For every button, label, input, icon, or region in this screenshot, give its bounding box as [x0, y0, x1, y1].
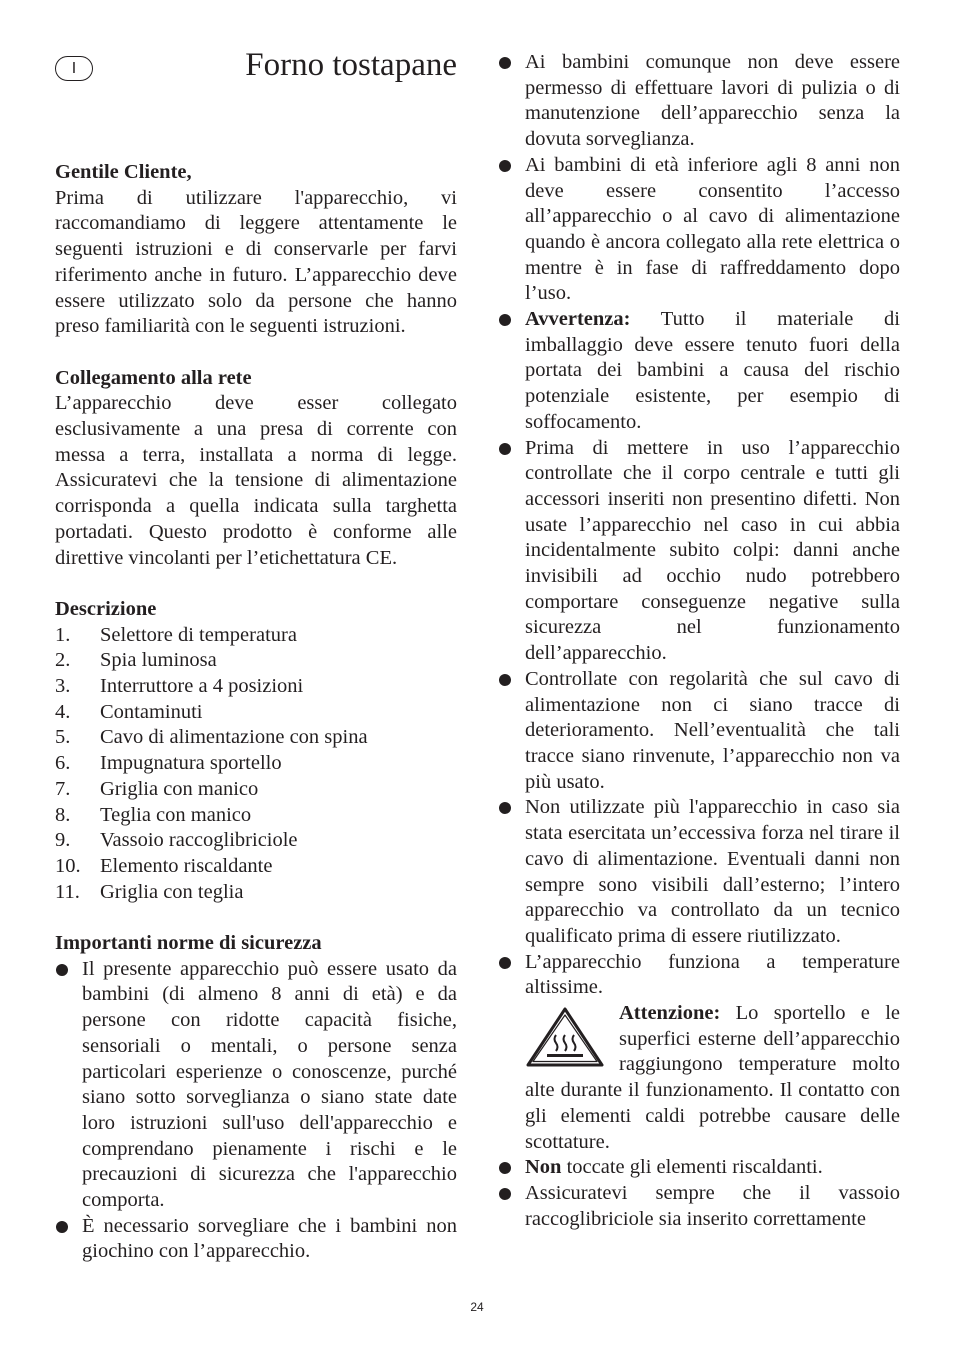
safety-heading: Importanti norme di sicurezza: [55, 932, 322, 955]
left-column: [55, 160, 457, 1265]
list-item: 11. Griglia con teglia: [55, 880, 244, 903]
description-heading: Descrizione: [55, 597, 157, 620]
intro-heading: Gentile Cliente,: [55, 161, 192, 183]
connection-text: L’apparecchio deve esser collegato esclusivamente a una presa di corrente con messa a terra, installata a norma di legge. Assicuratevi che la tensione di alimentazione corrisponda a quella indicata sulla targhetta portadati. Questo prodotto è conforme alle direttive vincolanti per l’etichettatura CE.: [55, 392, 457, 569]
list-item: 10. Elemento riscaldante: [55, 854, 273, 877]
warning-text: Lo sportello e le superfici esterne dell’apparecchio raggiungono temperature molto alte durante il funzionamento. Il contatto con gli elementi caldi potrebbe causare delle scottature.: [525, 1002, 900, 1153]
list-item: Prima di mettere in uso l’apparecchio controllate che il corpo centrale e tutti gli accessori inseriti non presentino difetti. Non usate l’apparecchio nel caso in cui abbia incidentalmente subito colpi: danni anche invisibili ad occhio nudo potrebbero comportare conseguenze negative sulla sicurezza nel funzionamento dell’apparecchio.: [498, 436, 900, 667]
list-item: 7. Griglia con manico: [55, 777, 259, 800]
list-item: 8. Teglia con manico: [55, 803, 252, 826]
list-item: 9. Vassoio raccoglibriciole: [55, 829, 298, 852]
hot-surface-warning-icon: [525, 1006, 605, 1068]
list-item: Ai bambini comunque non deve essere permesso di effettuare lavori di pulizia o di manutenzione dell’apparecchio senza la dovuta sorveglianza.: [498, 50, 900, 153]
list-item: Assicuratevi sempre che il vassoio raccoglibriciole sia inserito correttamente: [498, 1181, 900, 1232]
description-list: [55, 623, 457, 906]
list-item: 5. Cavo di alimentazione con spina: [55, 726, 368, 749]
list-item: Non toccate gli elementi riscaldanti.: [498, 1155, 900, 1181]
heat-warning: [525, 1001, 900, 1155]
warning-label: Attenzione:: [619, 1002, 721, 1025]
right-column: [498, 50, 900, 1232]
list-item: È necessario sorvegliare che i bambini non giochino con l’apparecchio.: [55, 1214, 457, 1265]
list-item: 2. Spia luminosa: [55, 649, 217, 672]
list-item: 3. Interruttore a 4 posizioni: [55, 675, 304, 698]
connection-heading: Collegamento alla rete: [55, 366, 252, 389]
list-item: [498, 950, 900, 1156]
list-item: Avvertenza: Tutto il materiale di imballaggio deve essere tenuto fuori della portata dei bambini a causa del rischio potenziale esistente, per esempio di soffocamento.: [498, 307, 900, 436]
list-item: Il presente apparecchio può essere usato da bambini (di almeno 8 anni di età) e da persone con ridotte capacità fisiche, sensoriali o mentali, o persone senza particolari esperienze o conoscenze, purché siano sotto sorveglianza o siano state date loro istruzioni sull'uso dell'apparecchio e comprendano pienamente i rischi e le precauzioni di sicurezza che l'apparecchio comporta.: [55, 957, 457, 1214]
safety-list-right: [498, 50, 900, 1232]
heat-text: L’apparecchio funziona a temperature altissime.: [525, 950, 900, 999]
list-item: 6. Impugnatura sportello: [55, 752, 282, 775]
page-title: Forno tostapane: [245, 47, 457, 83]
page-number: 24: [470, 1300, 484, 1314]
list-item: 1. Selettore di temperatura: [55, 623, 297, 646]
intro-text: Prima di utilizzare l'apparecchio, vi raccomandiamo di leggere attentamente le seguenti istruzioni e di conservarle per farvi riferimento anche in futuro. L’apparecchio deve essere utilizzato solo da persone che hanno preso familiarità con le seguenti istruzioni.: [55, 186, 457, 338]
list-item: Non utilizzate più l'apparecchio in caso sia stata esercitata un’eccessiva forza nel tirare il cavo di alimentazione. Eventuali danni non sempre sono visibili dall’esterno; l’intero apparecchio va controllato da un tecnico qualificato prima di essere riutilizzato.: [498, 795, 900, 949]
safety-list-left: [55, 957, 457, 1265]
list-item: 4. Contaminuti: [55, 700, 203, 723]
list-item: Controllate con regolarità che sul cavo di alimentazione non ci siano tracce di deterioramento. Nell’eventualità che tali tracce siano rinvenute, l’apparecchio non va più usato.: [498, 667, 900, 796]
list-item: Ai bambini di età inferiore agli 8 anni non deve essere consentito l’accesso all’apparecchio o al cavo di alimentazione quando è ancora collegato alla rete elettrica o mentre è in fase di raffreddamento dopo l’uso.: [498, 153, 900, 307]
language-badge: I: [55, 56, 93, 81]
